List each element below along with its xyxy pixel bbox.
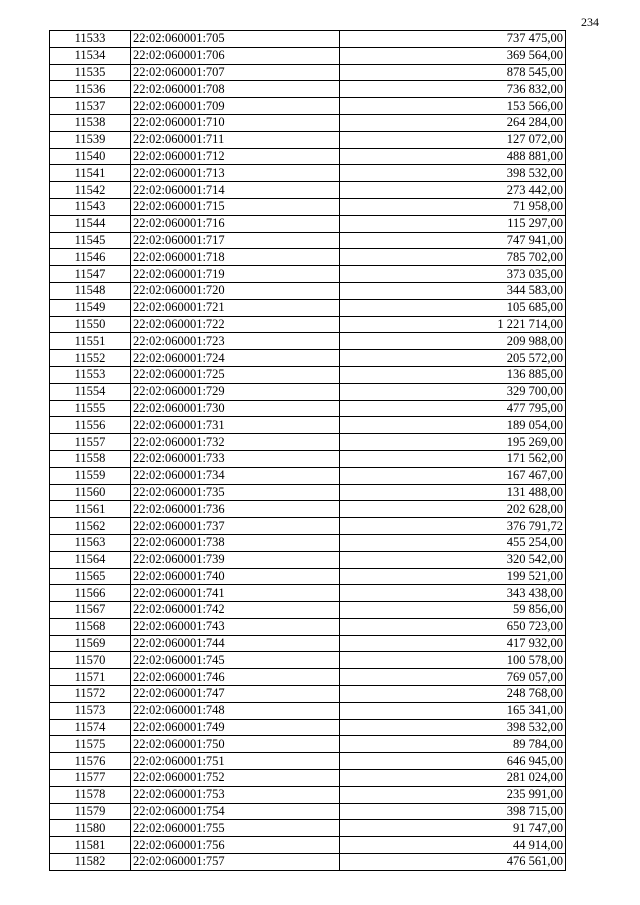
cadastral-number-cell: 22:02:060001:752 (131, 770, 340, 787)
row-number-cell: 11538 (50, 114, 131, 131)
cadastral-number-cell: 22:02:060001:733 (131, 450, 340, 467)
cadastral-number-cell: 22:02:060001:718 (131, 249, 340, 266)
row-number-cell: 11537 (50, 98, 131, 115)
table-row (50, 81, 566, 98)
cadastral-number-cell: 22:02:060001:729 (131, 383, 340, 400)
cadastral-number-cell: 22:02:060001:722 (131, 316, 340, 333)
table-row (50, 501, 566, 518)
cadastral-value-cell: 199 521,00 (340, 568, 566, 585)
table-row (50, 820, 566, 837)
cadastral-number-cell: 22:02:060001:721 (131, 299, 340, 316)
cadastral-value-cell: 455 254,00 (340, 534, 566, 551)
table-row (50, 803, 566, 820)
cadastral-value-cell: 376 791,72 (340, 518, 566, 535)
cadastral-number-cell: 22:02:060001:735 (131, 484, 340, 501)
table-row (50, 736, 566, 753)
cadastral-value-cell: 248 768,00 (340, 686, 566, 703)
cadastral-number-cell: 22:02:060001:740 (131, 568, 340, 585)
row-number-cell: 11553 (50, 366, 131, 383)
row-number-cell: 11571 (50, 669, 131, 686)
cadastral-value-cell: 235 991,00 (340, 786, 566, 803)
row-number-cell: 11562 (50, 518, 131, 535)
row-number-cell: 11534 (50, 47, 131, 64)
cadastral-number-cell: 22:02:060001:749 (131, 719, 340, 736)
row-number-cell: 11552 (50, 350, 131, 367)
cadastral-value-cell: 167 467,00 (340, 467, 566, 484)
row-number-cell: 11557 (50, 434, 131, 451)
cadastral-value-cell: 737 475,00 (340, 31, 566, 48)
table-row (50, 434, 566, 451)
table-row (50, 64, 566, 81)
cadastral-value-cell: 398 532,00 (340, 719, 566, 736)
table-row (50, 551, 566, 568)
cadastral-number-cell: 22:02:060001:709 (131, 98, 340, 115)
row-number-cell: 11558 (50, 450, 131, 467)
row-number-cell: 11568 (50, 618, 131, 635)
cadastral-value-cell: 205 572,00 (340, 350, 566, 367)
row-number-cell: 11572 (50, 686, 131, 703)
cadastral-number-cell: 22:02:060001:754 (131, 803, 340, 820)
table-row (50, 467, 566, 484)
row-number-cell: 11567 (50, 602, 131, 619)
cadastral-number-cell: 22:02:060001:755 (131, 820, 340, 837)
cadastral-value-cell: 136 885,00 (340, 366, 566, 383)
cadastral-value-cell: 273 442,00 (340, 182, 566, 199)
row-number-cell: 11559 (50, 467, 131, 484)
cadastral-number-cell: 22:02:060001:741 (131, 585, 340, 602)
table-row (50, 484, 566, 501)
row-number-cell: 11563 (50, 534, 131, 551)
table-row (50, 770, 566, 787)
table-row (50, 198, 566, 215)
row-number-cell: 11561 (50, 501, 131, 518)
table-row (50, 568, 566, 585)
table-row (50, 249, 566, 266)
cadastral-value-cell: 369 564,00 (340, 47, 566, 64)
table-row (50, 266, 566, 283)
cadastral-number-cell: 22:02:060001:719 (131, 266, 340, 283)
row-number-cell: 11548 (50, 282, 131, 299)
row-number-cell: 11570 (50, 652, 131, 669)
table-row (50, 518, 566, 535)
table-row (50, 383, 566, 400)
row-number-cell: 11539 (50, 131, 131, 148)
row-number-cell: 11564 (50, 551, 131, 568)
table-row (50, 669, 566, 686)
cadastral-value-cell: 89 784,00 (340, 736, 566, 753)
row-number-cell: 11549 (50, 299, 131, 316)
table-row (50, 450, 566, 467)
cadastral-number-cell: 22:02:060001:751 (131, 753, 340, 770)
table-row (50, 148, 566, 165)
cadastral-value-cell: 131 488,00 (340, 484, 566, 501)
row-number-cell: 11543 (50, 198, 131, 215)
cadastral-value-cell: 398 532,00 (340, 165, 566, 182)
row-number-cell: 11556 (50, 417, 131, 434)
cadastral-number-cell: 22:02:060001:753 (131, 786, 340, 803)
row-number-cell: 11580 (50, 820, 131, 837)
table-row (50, 215, 566, 232)
cadastral-number-cell: 22:02:060001:723 (131, 333, 340, 350)
table-row (50, 702, 566, 719)
cadastral-number-cell: 22:02:060001:716 (131, 215, 340, 232)
row-number-cell: 11540 (50, 148, 131, 165)
table-row (50, 753, 566, 770)
cadastral-number-cell: 22:02:060001:750 (131, 736, 340, 753)
cadastral-number-cell: 22:02:060001:756 (131, 837, 340, 854)
table-row (50, 350, 566, 367)
cadastral-number-cell: 22:02:060001:713 (131, 165, 340, 182)
cadastral-value-cell: 785 702,00 (340, 249, 566, 266)
cadastral-value-cell: 71 958,00 (340, 198, 566, 215)
cadastral-number-cell: 22:02:060001:737 (131, 518, 340, 535)
cadastral-value-cell: 1 221 714,00 (340, 316, 566, 333)
cadastral-number-cell: 22:02:060001:743 (131, 618, 340, 635)
row-number-cell: 11555 (50, 400, 131, 417)
cadastral-number-cell: 22:02:060001:711 (131, 131, 340, 148)
cadastral-value-cell: 165 341,00 (340, 702, 566, 719)
cadastral-value-cell: 153 566,00 (340, 98, 566, 115)
table-row (50, 31, 566, 48)
cadastral-value-cell: 476 561,00 (340, 854, 566, 871)
row-number-cell: 11575 (50, 736, 131, 753)
cadastral-value-cell: 344 583,00 (340, 282, 566, 299)
cadastral-number-cell: 22:02:060001:724 (131, 350, 340, 367)
cadastral-value-cell: 59 856,00 (340, 602, 566, 619)
cadastral-value-cell: 91 747,00 (340, 820, 566, 837)
cadastral-value-cell: 878 545,00 (340, 64, 566, 81)
row-number-cell: 11576 (50, 753, 131, 770)
table-row (50, 854, 566, 871)
cadastral-value-cell: 747 941,00 (340, 232, 566, 249)
row-number-cell: 11533 (50, 31, 131, 48)
table-row (50, 232, 566, 249)
table-row (50, 316, 566, 333)
table-row (50, 400, 566, 417)
row-number-cell: 11551 (50, 333, 131, 350)
cadastral-number-cell: 22:02:060001:705 (131, 31, 340, 48)
cadastral-value-cell: 488 881,00 (340, 148, 566, 165)
cadastral-value-cell: 417 932,00 (340, 635, 566, 652)
cadastral-value-cell: 281 024,00 (340, 770, 566, 787)
row-number-cell: 11547 (50, 266, 131, 283)
table-row (50, 635, 566, 652)
cadastral-value-cell: 264 284,00 (340, 114, 566, 131)
cadastral-value-cell: 769 057,00 (340, 669, 566, 686)
cadastral-number-cell: 22:02:060001:710 (131, 114, 340, 131)
row-number-cell: 11569 (50, 635, 131, 652)
table-row (50, 786, 566, 803)
row-number-cell: 11554 (50, 383, 131, 400)
row-number-cell: 11565 (50, 568, 131, 585)
cadastral-number-cell: 22:02:060001:731 (131, 417, 340, 434)
table-row (50, 417, 566, 434)
table-row (50, 366, 566, 383)
cadastral-number-cell: 22:02:060001:738 (131, 534, 340, 551)
cadastral-value-cell: 115 297,00 (340, 215, 566, 232)
row-number-cell: 11578 (50, 786, 131, 803)
table-row (50, 165, 566, 182)
table-body (50, 31, 566, 871)
cadastral-value-cell: 209 988,00 (340, 333, 566, 350)
table-row (50, 585, 566, 602)
cadastral-number-cell: 22:02:060001:717 (131, 232, 340, 249)
cadastral-value-cell: 44 914,00 (340, 837, 566, 854)
table-row (50, 114, 566, 131)
table-row (50, 534, 566, 551)
cadastral-value-cell: 171 562,00 (340, 450, 566, 467)
cadastral-value-cell: 646 945,00 (340, 753, 566, 770)
cadastral-value-cell: 127 072,00 (340, 131, 566, 148)
cadastral-value-cell: 320 542,00 (340, 551, 566, 568)
cadastral-value-cell: 373 035,00 (340, 266, 566, 283)
table-row (50, 602, 566, 619)
cadastral-number-cell: 22:02:060001:742 (131, 602, 340, 619)
row-number-cell: 11535 (50, 64, 131, 81)
cadastral-number-cell: 22:02:060001:715 (131, 198, 340, 215)
cadastral-value-cell: 343 438,00 (340, 585, 566, 602)
cadastral-value-cell: 736 832,00 (340, 81, 566, 98)
cadastral-number-cell: 22:02:060001:708 (131, 81, 340, 98)
cadastral-number-cell: 22:02:060001:707 (131, 64, 340, 81)
cadastral-value-cell: 100 578,00 (340, 652, 566, 669)
row-number-cell: 11566 (50, 585, 131, 602)
row-number-cell: 11573 (50, 702, 131, 719)
row-number-cell: 11579 (50, 803, 131, 820)
table-row (50, 652, 566, 669)
cadastral-number-cell: 22:02:060001:736 (131, 501, 340, 518)
cadastral-number-cell: 22:02:060001:720 (131, 282, 340, 299)
row-number-cell: 11541 (50, 165, 131, 182)
cadastral-number-cell: 22:02:060001:725 (131, 366, 340, 383)
cadastral-number-cell: 22:02:060001:734 (131, 467, 340, 484)
table-row (50, 618, 566, 635)
page-number: 234 (581, 15, 599, 29)
cadastral-number-cell: 22:02:060001:757 (131, 854, 340, 871)
cadastral-number-cell: 22:02:060001:744 (131, 635, 340, 652)
table-row (50, 299, 566, 316)
row-number-cell: 11574 (50, 719, 131, 736)
row-number-cell: 11544 (50, 215, 131, 232)
cadastral-value-cell: 195 269,00 (340, 434, 566, 451)
table-row (50, 182, 566, 199)
cadastral-value-cell: 105 685,00 (340, 299, 566, 316)
cadastral-number-cell: 22:02:060001:746 (131, 669, 340, 686)
table-row (50, 131, 566, 148)
cadastral-number-cell: 22:02:060001:747 (131, 686, 340, 703)
cadastral-number-cell: 22:02:060001:706 (131, 47, 340, 64)
cadastral-number-cell: 22:02:060001:714 (131, 182, 340, 199)
row-number-cell: 11536 (50, 81, 131, 98)
cadastre-table (49, 30, 566, 871)
row-number-cell: 11542 (50, 182, 131, 199)
row-number-cell: 11582 (50, 854, 131, 871)
row-number-cell: 11560 (50, 484, 131, 501)
row-number-cell: 11577 (50, 770, 131, 787)
row-number-cell: 11581 (50, 837, 131, 854)
cadastral-number-cell: 22:02:060001:712 (131, 148, 340, 165)
cadastral-number-cell: 22:02:060001:732 (131, 434, 340, 451)
cadastral-value-cell: 189 054,00 (340, 417, 566, 434)
cadastral-number-cell: 22:02:060001:748 (131, 702, 340, 719)
table-row (50, 47, 566, 64)
row-number-cell: 11550 (50, 316, 131, 333)
row-number-cell: 11545 (50, 232, 131, 249)
row-number-cell: 11546 (50, 249, 131, 266)
cadastral-value-cell: 650 723,00 (340, 618, 566, 635)
cadastral-number-cell: 22:02:060001:730 (131, 400, 340, 417)
cadastral-number-cell: 22:02:060001:739 (131, 551, 340, 568)
table-row (50, 333, 566, 350)
table-row (50, 282, 566, 299)
table-row (50, 686, 566, 703)
table-row (50, 719, 566, 736)
cadastral-value-cell: 398 715,00 (340, 803, 566, 820)
table-row (50, 837, 566, 854)
cadastral-value-cell: 202 628,00 (340, 501, 566, 518)
cadastral-value-cell: 477 795,00 (340, 400, 566, 417)
cadastral-number-cell: 22:02:060001:745 (131, 652, 340, 669)
table-row (50, 98, 566, 115)
cadastral-value-cell: 329 700,00 (340, 383, 566, 400)
